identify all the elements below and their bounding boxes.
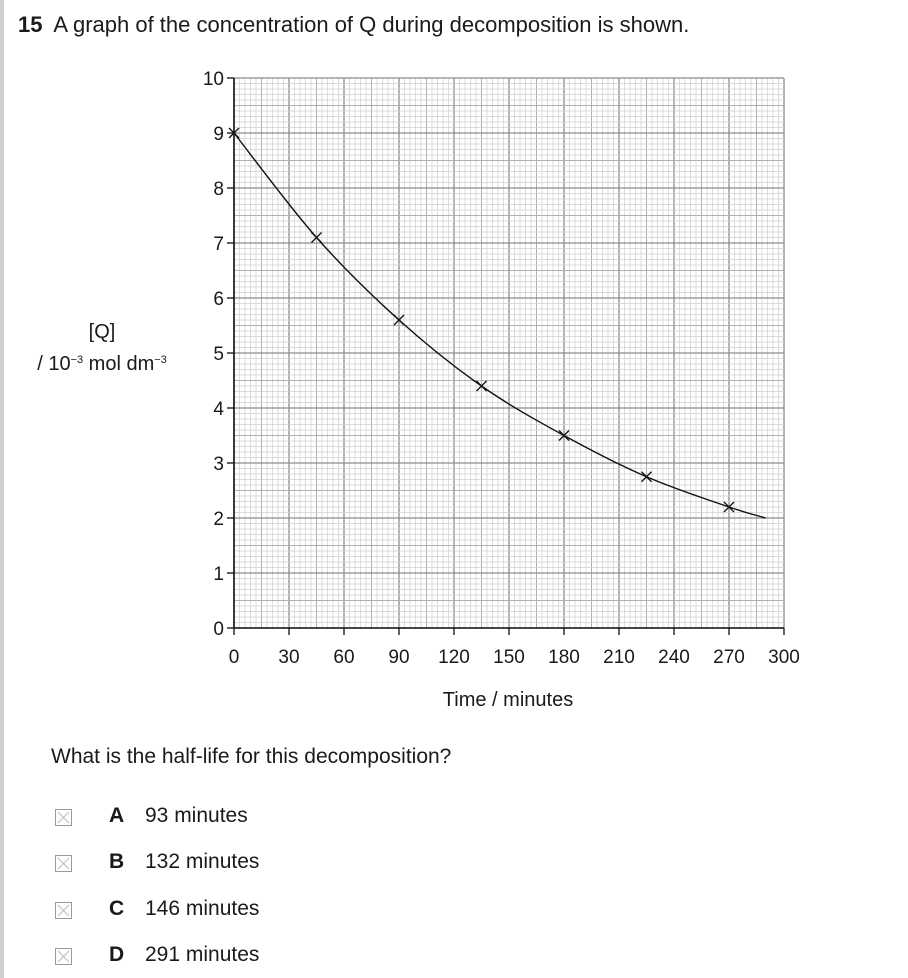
x-tick-label: 120	[438, 647, 470, 668]
x-tick-label: 270	[713, 647, 745, 668]
option-checkbox[interactable]	[55, 902, 72, 919]
option-text: 291 minutes	[145, 943, 260, 966]
option-a[interactable]	[55, 804, 455, 834]
x-tick-label: 180	[548, 647, 580, 668]
option-d[interactable]	[55, 943, 455, 973]
option-letter: B	[109, 850, 125, 873]
option-text: 93 minutes	[145, 804, 248, 827]
y-tick-label: 3	[213, 454, 224, 475]
y-tick-label: 5	[213, 344, 224, 365]
option-text: 146 minutes	[145, 897, 260, 920]
x-tick-label: 210	[603, 647, 635, 668]
x-tick-label: 30	[278, 647, 300, 668]
x-tick-label: 150	[493, 647, 525, 668]
x-tick-label: 60	[333, 647, 355, 668]
y-tick-label: 0	[213, 619, 224, 640]
option-letter: C	[109, 897, 125, 920]
option-checkbox[interactable]	[55, 948, 72, 965]
y-tick-label: 10	[202, 69, 224, 90]
y-axis-label-quantity: [Q]	[88, 321, 116, 343]
option-checkbox[interactable]	[55, 855, 72, 872]
option-checkbox[interactable]	[55, 809, 72, 826]
question-text: A graph of the concentration of Q during decomposition is shown.	[53, 12, 690, 37]
y-tick-label: 4	[213, 399, 224, 420]
option-b[interactable]	[55, 850, 455, 880]
question-prompt: What is the half-life for this decomposition?	[51, 745, 452, 768]
y-tick-label: 6	[213, 289, 224, 310]
option-letter: D	[109, 943, 125, 966]
y-axis-label-unit: / $10^{-3}$ mol $dm^{-3}$	[37, 353, 167, 375]
x-tick-label: 300	[768, 647, 800, 668]
y-tick-label: 9	[213, 124, 224, 145]
graph-grid	[234, 78, 784, 628]
y-tick-label: 1	[213, 564, 224, 585]
option-letter: A	[109, 804, 125, 827]
x-tick-label: 90	[388, 647, 410, 668]
x-tick-label: 240	[658, 647, 690, 668]
y-tick-label: 2	[213, 509, 224, 530]
option-text: 132 minutes	[145, 850, 260, 873]
x-tick-label: 0	[228, 647, 240, 668]
question-number: 15	[18, 12, 43, 37]
option-c[interactable]	[55, 897, 455, 927]
x-axis-label: Time / minutes	[442, 689, 574, 711]
y-tick-label: 8	[213, 179, 224, 200]
y-tick-label: 7	[213, 234, 224, 255]
